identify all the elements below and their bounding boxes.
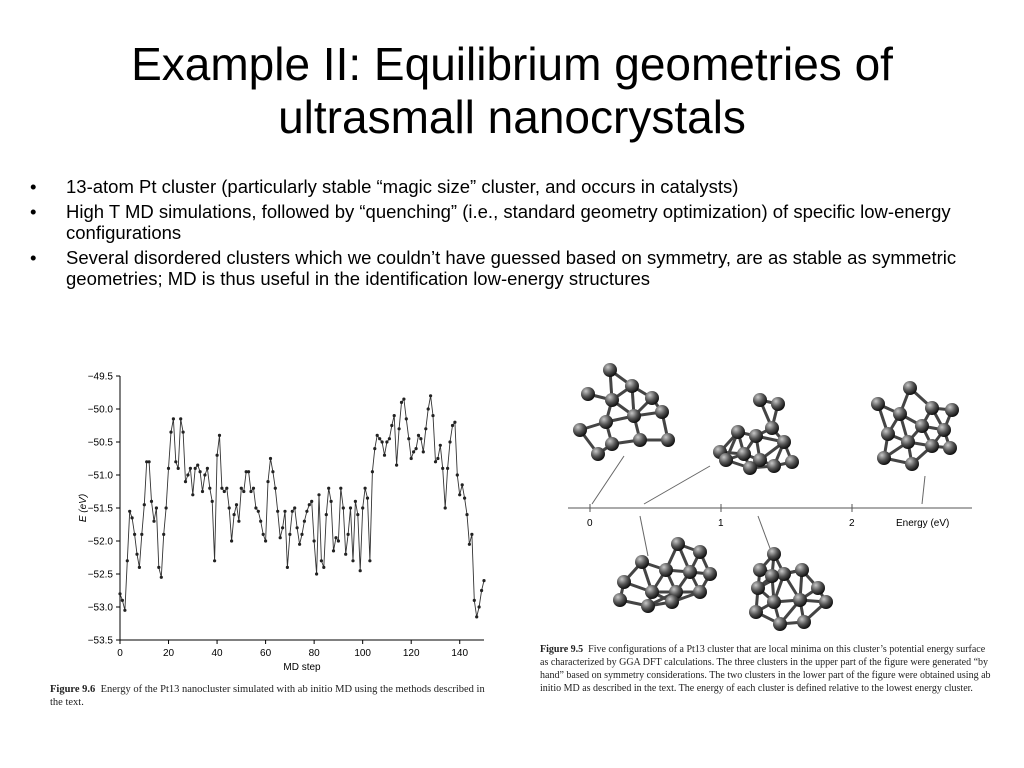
data-point: [259, 520, 262, 523]
data-point: [405, 417, 408, 420]
data-point: [172, 417, 175, 420]
x-tick-label: 140: [451, 648, 469, 659]
bullet-dot: •: [30, 201, 37, 222]
slide-title: [0, 38, 1024, 144]
pt-atom: [925, 439, 939, 453]
data-point: [402, 398, 405, 401]
bullet-dot: •: [30, 176, 37, 197]
pt-atom: [613, 593, 627, 607]
y-axis-label: E (eV): [78, 493, 89, 523]
y-tick-label: −50.5: [87, 437, 113, 449]
data-point: [410, 457, 413, 460]
y-tick-label: −51.5: [87, 503, 113, 515]
data-point: [266, 480, 269, 483]
data-point: [228, 506, 231, 509]
data-point: [143, 503, 146, 506]
y-tick-label: −51.0: [87, 470, 113, 482]
data-point: [148, 460, 151, 463]
data-point: [218, 434, 221, 437]
data-point: [480, 589, 483, 592]
data-point: [436, 457, 439, 460]
data-point: [475, 615, 478, 618]
data-point: [407, 437, 410, 440]
data-point: [126, 559, 129, 562]
pt-atom: [901, 435, 915, 449]
data-point: [155, 506, 158, 509]
data-point: [422, 450, 425, 453]
data-point: [325, 513, 328, 516]
data-point: [196, 464, 199, 467]
data-point: [189, 467, 192, 470]
pt-atom: [767, 547, 781, 561]
pt-atom: [645, 585, 659, 599]
tick-label-0: 0: [587, 518, 593, 529]
data-point: [366, 497, 369, 500]
caption-label: Figure 9.6: [50, 684, 96, 695]
pt-atom: [719, 453, 733, 467]
pt-atom: [881, 427, 895, 441]
data-point: [315, 572, 318, 575]
data-point: [327, 487, 330, 490]
data-point: [131, 516, 134, 519]
data-point: [373, 447, 376, 450]
data-point: [427, 407, 430, 410]
y-tick-label: −53.5: [87, 635, 113, 647]
data-point: [473, 599, 476, 602]
x-tick-label: 120: [402, 648, 420, 659]
data-point: [240, 487, 243, 490]
pt-atom: [633, 433, 647, 447]
energy-series-line: [120, 396, 484, 617]
pt-atom: [749, 429, 763, 443]
data-point: [216, 454, 219, 457]
data-point: [354, 500, 357, 503]
y-tick-label: −52.5: [87, 569, 113, 581]
pt-atom: [693, 585, 707, 599]
data-point: [264, 539, 267, 542]
data-point: [376, 434, 379, 437]
data-point: [395, 464, 398, 467]
data-point: [448, 440, 451, 443]
data-point: [364, 487, 367, 490]
pt-atom: [737, 447, 751, 461]
data-point: [310, 500, 313, 503]
pt-atom: [753, 393, 767, 407]
data-point: [398, 427, 401, 430]
pt-atom: [641, 599, 655, 613]
tick-label-1: 1: [718, 518, 724, 529]
pt-atom: [893, 407, 907, 421]
data-point: [334, 536, 337, 539]
caption-text: Five configurations of a Pt13 cluster that are local minima on this cluster’s potential energy surface as characterized by GGA DFT calculations. The three clusters in the upper part of the figure were generated “by hand” based on symmetry considerations. The two clusters in the lower part of the figure were obtained using ab initio MD as described in the text. The energy of each cluster is defined relative to the lowest energy cluster.: [540, 644, 991, 694]
x-tick-label: 100: [354, 648, 372, 659]
caption-text: Energy of the Pt13 nanocluster simulated with ab initio MD using the methods described in the text.: [50, 684, 485, 708]
data-point: [283, 510, 286, 513]
data-point: [415, 447, 418, 450]
pt-atom: [627, 409, 641, 423]
x-tick-label: 20: [162, 648, 175, 659]
data-point: [300, 533, 303, 536]
data-point: [247, 470, 250, 473]
pt-atom: [771, 397, 785, 411]
data-point: [359, 569, 362, 572]
pt-atom: [659, 563, 673, 577]
pt-atom: [573, 423, 587, 437]
data-point: [322, 566, 325, 569]
data-point: [320, 559, 323, 562]
pt-atom: [777, 435, 791, 449]
title-line-2: ultrasmall nanocrystals: [278, 91, 746, 143]
data-point: [439, 444, 442, 447]
pt-atom: [617, 575, 631, 589]
pt-atom: [871, 397, 885, 411]
pt-atom: [635, 555, 649, 569]
data-point: [368, 559, 371, 562]
pt-atom: [903, 381, 917, 395]
pt-atom: [683, 565, 697, 579]
data-point: [424, 427, 427, 430]
data-point: [337, 539, 340, 542]
data-point: [230, 539, 233, 542]
figure-9-5-caption: [540, 643, 994, 695]
data-point: [288, 533, 291, 536]
bullet-text: High T MD simulations, followed by “quenching” (i.e., standard geometry optimization) of specific low-energy configurations: [66, 201, 951, 243]
data-point: [393, 414, 396, 417]
data-point: [162, 533, 165, 536]
pt-atom: [703, 567, 717, 581]
cluster-configurations-figure: [560, 356, 980, 634]
pt-atom: [765, 421, 779, 435]
pt-atom: [925, 401, 939, 415]
data-point: [371, 470, 374, 473]
data-point: [169, 431, 172, 434]
data-point: [220, 487, 223, 490]
y-tick-label: −50.0: [87, 404, 113, 416]
data-point: [271, 470, 274, 473]
data-point: [291, 510, 294, 513]
pt-atom: [915, 419, 929, 433]
data-point: [150, 500, 153, 503]
data-point: [383, 454, 386, 457]
pt-atom: [905, 457, 919, 471]
data-point: [191, 493, 194, 496]
pt-atom: [767, 595, 781, 609]
data-point: [351, 559, 354, 562]
data-point: [434, 460, 437, 463]
data-point: [201, 490, 204, 493]
cluster-e: [749, 547, 833, 631]
pt-atom: [743, 461, 757, 475]
data-point: [174, 460, 177, 463]
data-point: [417, 434, 420, 437]
data-point: [305, 510, 308, 513]
data-point: [293, 506, 296, 509]
data-point: [339, 487, 342, 490]
title-line-1: Example II: Equilibrium geometries of: [131, 38, 893, 90]
tick-label-2: 2: [849, 518, 855, 529]
pt-atom: [943, 441, 957, 455]
x-tick-label: 40: [211, 648, 223, 659]
pt-atom: [731, 425, 745, 439]
data-point: [468, 543, 471, 546]
pt-atom: [603, 363, 617, 377]
data-point: [194, 467, 197, 470]
data-point: [349, 506, 352, 509]
pt-atom: [811, 581, 825, 595]
pt-atom: [581, 387, 595, 401]
pt-atom: [749, 605, 763, 619]
data-point: [470, 533, 473, 536]
data-point: [206, 467, 209, 470]
data-point: [269, 457, 272, 460]
data-point: [133, 533, 136, 536]
data-point: [252, 487, 255, 490]
data-point: [330, 500, 333, 503]
data-point: [451, 424, 454, 427]
cluster-d: [613, 537, 717, 613]
y-tick-label: −52.0: [87, 536, 113, 548]
data-point: [276, 510, 279, 513]
pt-atom: [877, 451, 891, 465]
data-point: [303, 520, 306, 523]
data-point: [342, 506, 345, 509]
data-point: [262, 533, 265, 536]
pt-atom: [795, 563, 809, 577]
data-point: [286, 566, 289, 569]
data-point: [160, 576, 163, 579]
data-point: [317, 493, 320, 496]
data-point: [456, 473, 459, 476]
y-tick-label: −49.5: [87, 371, 113, 383]
pt-atom: [671, 537, 685, 551]
data-point: [167, 467, 170, 470]
data-point: [254, 506, 257, 509]
cluster-c: [871, 381, 959, 471]
data-point: [128, 510, 131, 513]
data-point: [121, 599, 124, 602]
data-point: [274, 487, 277, 490]
data-point: [412, 450, 415, 453]
data-point: [233, 513, 236, 516]
data-point: [446, 467, 449, 470]
x-tick-label: 60: [260, 648, 272, 659]
cluster-b: [713, 393, 799, 475]
bullet-text: 13-atom Pt cluster (particularly stable “magic size” cluster, and occurs in catalysts): [66, 176, 739, 197]
data-point: [165, 506, 168, 509]
data-point: [332, 549, 335, 552]
pt-atom: [819, 595, 833, 609]
bullet-item: [30, 201, 960, 243]
x-tick-label: 0: [117, 648, 123, 659]
data-point: [378, 437, 381, 440]
data-point: [361, 506, 364, 509]
md-energy-chart: [48, 362, 498, 682]
data-point: [465, 513, 468, 516]
data-point: [444, 506, 447, 509]
pt-atom: [661, 433, 675, 447]
pt-atom: [599, 415, 613, 429]
pt-atom: [655, 405, 669, 419]
pt-atom: [751, 581, 765, 595]
data-point: [429, 394, 432, 397]
data-point: [279, 536, 282, 539]
y-tick-label: −53.0: [87, 602, 113, 614]
pt-atom: [785, 455, 799, 469]
data-point: [186, 473, 189, 476]
data-point: [463, 497, 466, 500]
data-point: [482, 579, 485, 582]
data-point: [296, 526, 299, 529]
data-point: [458, 493, 461, 496]
data-point: [344, 553, 347, 556]
data-point: [235, 503, 238, 506]
x-tick-label: 80: [308, 648, 320, 659]
bullet-dot: •: [30, 247, 37, 268]
data-point: [237, 520, 240, 523]
data-point: [385, 440, 388, 443]
data-point: [298, 543, 301, 546]
pt-atom: [797, 615, 811, 629]
pt-atom: [773, 617, 787, 631]
pt-atom: [645, 391, 659, 405]
cluster-a: [573, 363, 675, 461]
pointer-arrows: [592, 456, 925, 556]
data-point: [308, 503, 311, 506]
data-point: [257, 510, 260, 513]
pt-atom: [605, 393, 619, 407]
energy-axis: [568, 504, 972, 529]
bullet-item: [30, 176, 960, 197]
data-point: [453, 421, 456, 424]
pt-atom: [793, 593, 807, 607]
data-point: [347, 533, 350, 536]
data-point: [356, 513, 359, 516]
bullet-list: [30, 176, 960, 293]
data-point: [118, 592, 121, 595]
caption-label: Figure 9.5: [540, 644, 584, 655]
pt-atom: [765, 569, 779, 583]
data-point: [140, 533, 143, 536]
pt-atom: [753, 563, 767, 577]
data-point: [419, 437, 422, 440]
pt-atom: [767, 459, 781, 473]
data-point: [177, 467, 180, 470]
data-point: [184, 480, 187, 483]
data-point: [313, 539, 316, 542]
data-point: [249, 490, 252, 493]
data-point: [199, 470, 202, 473]
data-point: [388, 437, 391, 440]
data-point: [225, 487, 228, 490]
bullet-text: Several disordered clusters which we couldn’t have guessed based on symmetry, are as stable as symmetric geometries; MD is thus useful in the identification low-energy structures: [66, 247, 957, 289]
data-point: [281, 526, 284, 529]
x-axis-label: MD step: [283, 662, 321, 673]
data-point: [135, 553, 138, 556]
data-point: [213, 559, 216, 562]
data-point: [182, 431, 185, 434]
data-point: [441, 467, 444, 470]
data-point: [381, 440, 384, 443]
data-point: [400, 401, 403, 404]
pt-atom: [605, 437, 619, 451]
pt-atom: [693, 545, 707, 559]
data-point: [157, 566, 160, 569]
energy-axis-label: Energy (eV): [896, 518, 950, 529]
pt-atom: [777, 567, 791, 581]
data-point: [478, 605, 481, 608]
pt-atom: [591, 447, 605, 461]
data-point: [123, 609, 126, 612]
data-point: [431, 414, 434, 417]
data-point: [242, 490, 245, 493]
data-point: [208, 487, 211, 490]
data-point: [152, 520, 155, 523]
pt-atom: [625, 379, 639, 393]
data-point: [223, 490, 226, 493]
data-point: [211, 500, 214, 503]
data-point: [138, 566, 141, 569]
data-point: [203, 473, 206, 476]
pt-atom: [945, 403, 959, 417]
bullet-item: [30, 247, 960, 289]
data-point: [179, 417, 182, 420]
pt-atom: [937, 423, 951, 437]
data-point: [390, 424, 393, 427]
data-point: [461, 483, 464, 486]
pt-atom: [665, 595, 679, 609]
figure-9-6-caption: [50, 683, 490, 709]
